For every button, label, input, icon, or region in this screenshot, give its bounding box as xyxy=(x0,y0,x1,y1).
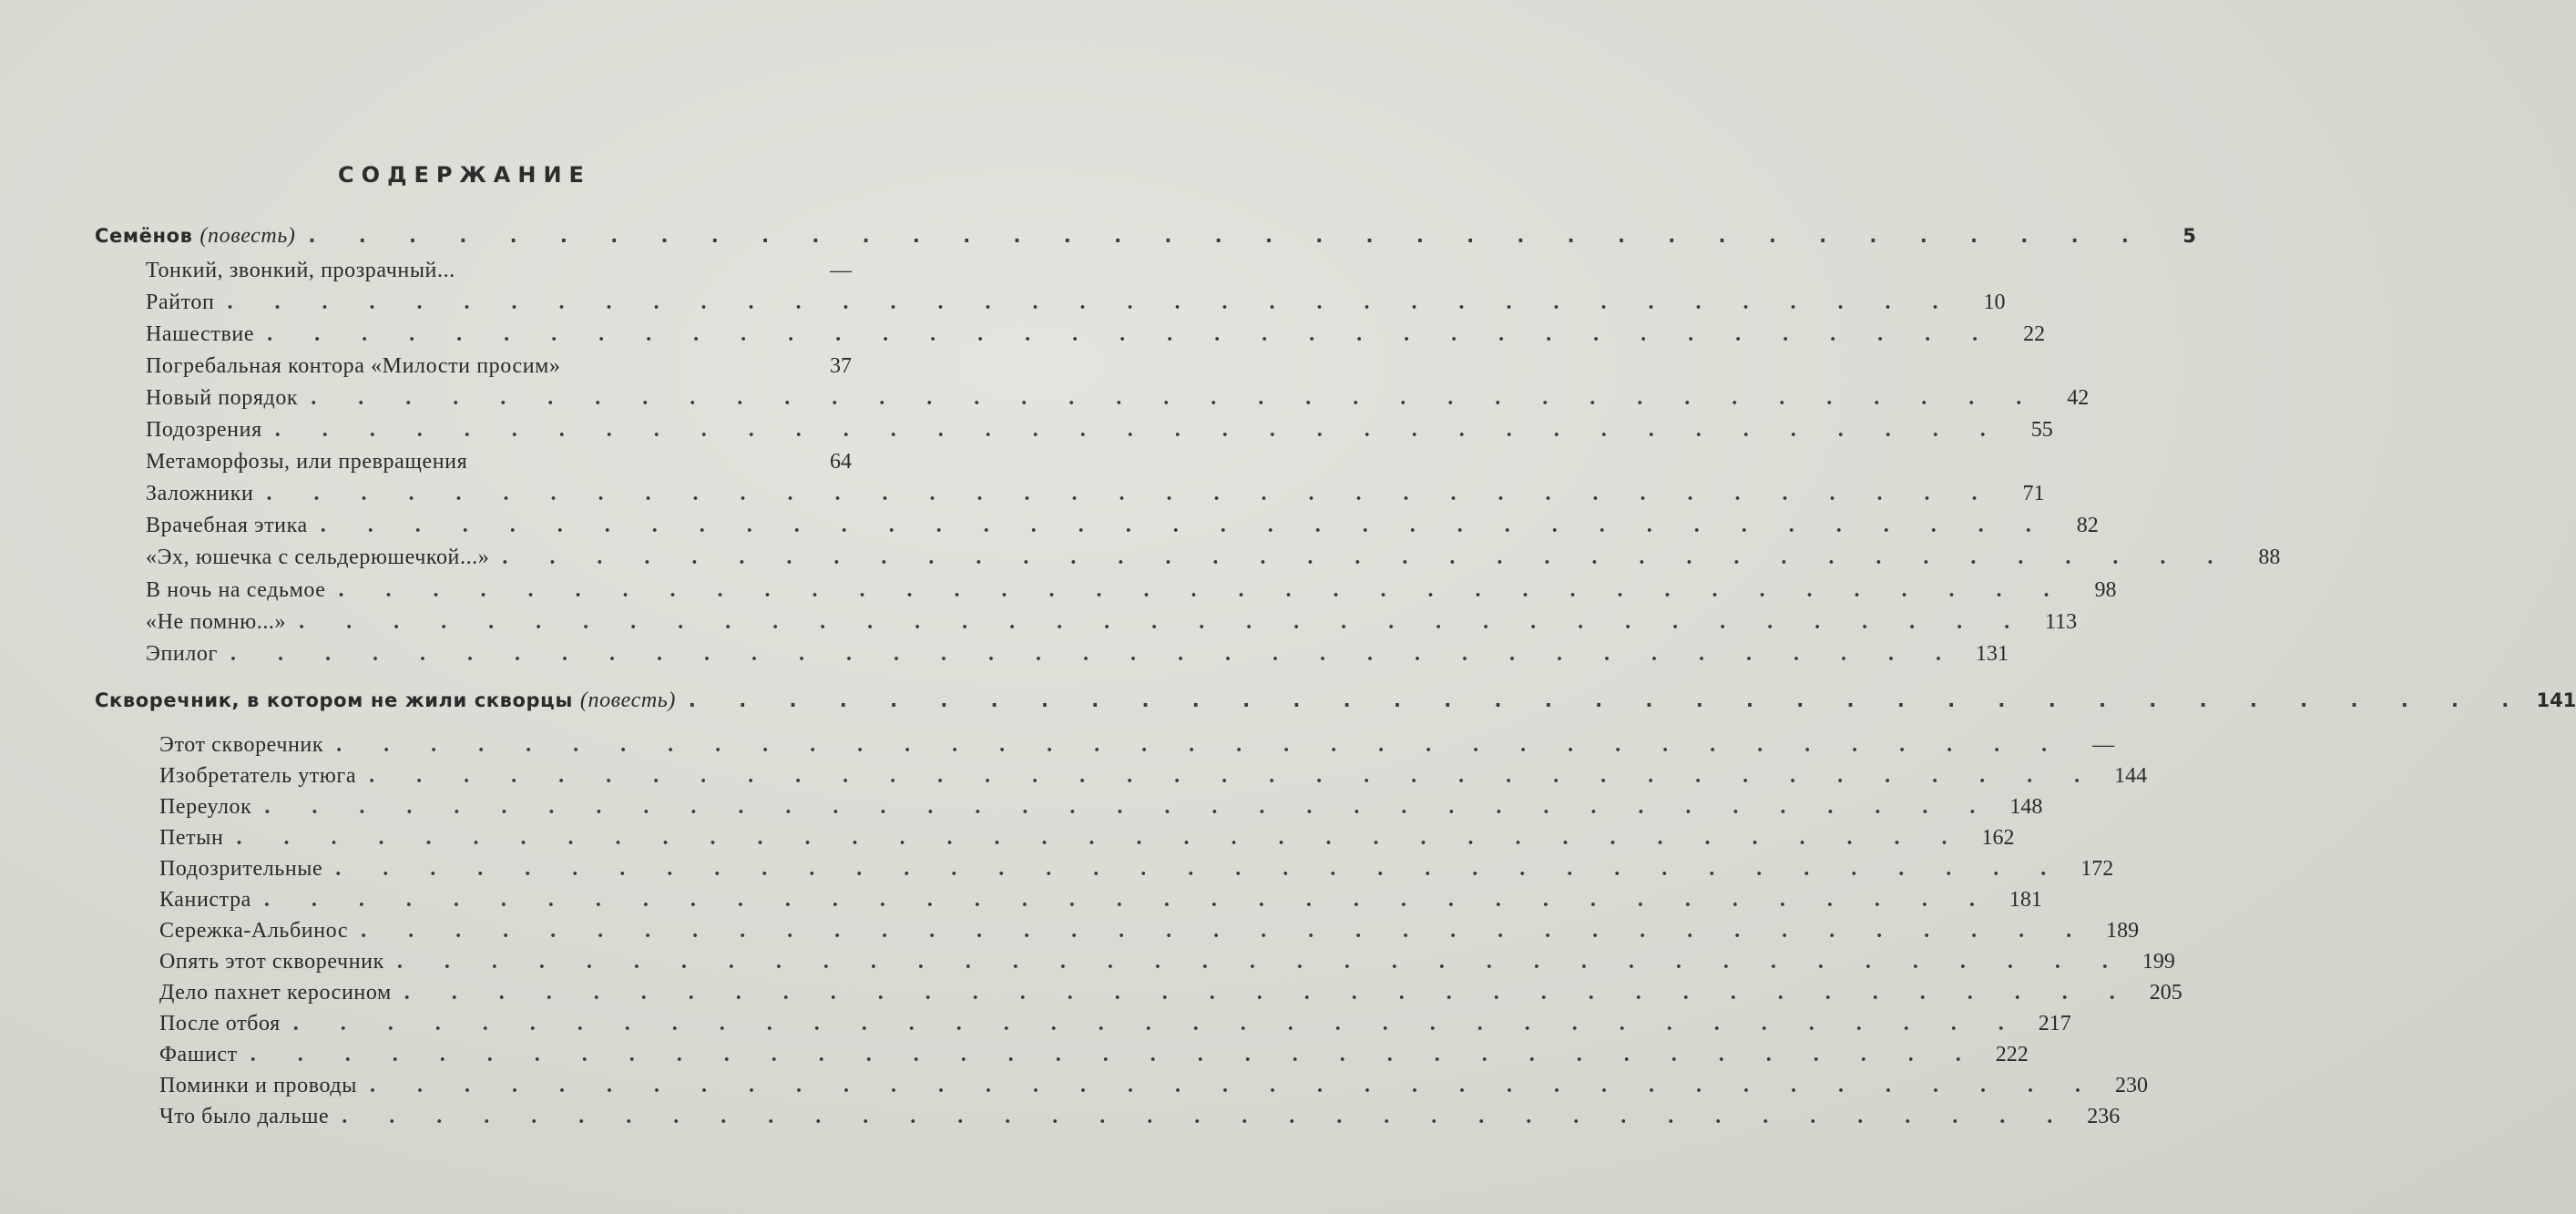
page-number: 236 xyxy=(2087,1105,2121,1128)
page-number: 144 xyxy=(2114,764,2148,788)
chapter-entry: Погребальная контора «Милости просим» 37 xyxy=(146,354,852,378)
page-number: 217 xyxy=(2038,1012,2071,1035)
part-entry-semenov xyxy=(95,224,2196,255)
chapter-entry: Петын . . . . . . . . . . . . . . . . . . . . . . . . . . . . . . . . . . . . . 162 xyxy=(159,826,2015,850)
chapter-entry: Этот скворечник . . . . . . . . . . . . . . . . . . . . . . . . . . . . . . . . . . . . . — xyxy=(159,733,2115,757)
page-number: 141 xyxy=(2536,689,2576,711)
page-number: 222 xyxy=(1995,1043,2029,1066)
page-number: 55 xyxy=(2030,418,2053,442)
page-number: 205 xyxy=(2149,981,2182,1005)
chapter-entry: Эпилог . . . . . . . . . . . . . . . . . . . . . . . . . . . . . . . . . . . . . 131 xyxy=(146,642,2009,666)
page-number: 181 xyxy=(2009,888,2042,912)
page-number: 113 xyxy=(2045,610,2078,634)
chapter-entry: Нашествие . . . . . . . . . . . . . . . . . . . . . . . . . . . . . . . . . . . . . 22 xyxy=(146,322,2046,346)
chapter-entry: Опять этот скворечник . . . . . . . . . . . . . . . . . . . . . . . . . . . . . . . . . . . . . 199 xyxy=(159,950,2175,974)
chapter-entry: После отбоя . . . . . . . . . . . . . . . . . . . . . . . . . . . . . . . . . . . . . 217 xyxy=(159,1012,2071,1035)
dot-leader: . . . . . . . . . . . . . . . . . . . . . . . . . . . . . . . . . . . . . xyxy=(688,689,2528,711)
chapter-entry: Поминки и проводы . . . . . . . . . . . . . . . . . . . . . . . . . . . . . . . . . . . . . 230 xyxy=(159,1074,2148,1097)
page-number: 199 xyxy=(2142,950,2175,974)
chapter-entry: «Эх, юшечка с сельдерюшечкой...» . . . . . . . . . . . . . . . . . . . . . . . . . . . . . . . . . . . . . 88 xyxy=(146,546,2281,569)
chapter-entry: Дело пахнет керосином . . . . . . . . . . . . . . . . . . . . . . . . . . . . . . . . . . . . . 205 xyxy=(159,981,2182,1005)
chapter-entry: Фашист . . . . . . . . . . . . . . . . . . . . . . . . . . . . . . . . . . . . . 222 xyxy=(159,1043,2029,1066)
page-number: 189 xyxy=(2106,919,2140,943)
page-number: 5 xyxy=(2182,225,2196,247)
chapter-entry: Новый порядок . . . . . . . . . . . . . . . . . . . . . . . . . . . . . . . . . . . . . 42 xyxy=(146,386,2090,410)
chapter-entry: «Не помню...» . . . . . . . . . . . . . . . . . . . . . . . . . . . . . . . . . . . . . 113 xyxy=(146,610,2078,634)
contents-heading: СОДЕРЖАНИЕ xyxy=(338,162,591,188)
dot-leader: . . . . . . . . . . . . . . . . . . . . . . . . . . . . . . . . . . . . . xyxy=(308,225,2147,247)
page-number: — xyxy=(2092,733,2115,757)
part-title: Семёнов (повесть) xyxy=(95,224,296,248)
chapter-entry: Врачебная этика . . . . . . . . . . . . . . . . . . . . . . . . . . . . . . . . . . . . . 82 xyxy=(146,514,2099,537)
page-number: 82 xyxy=(2076,514,2099,537)
page-number: 37 xyxy=(830,354,852,378)
chapter-entry: Тонкий, звонкий, прозрачный... — xyxy=(146,259,852,282)
page-number: 88 xyxy=(2258,546,2281,569)
page-number: 64 xyxy=(830,450,852,474)
chapter-entry: Подозрительные . . . . . . . . . . . . . . . . . . . . . . . . . . . . . . . . . . . . . 172 xyxy=(159,857,2114,881)
page-number: — xyxy=(830,259,852,282)
chapter-entry: В ночь на седьмое . . . . . . . . . . . . . . . . . . . . . . . . . . . . . . . . . . . . . 98 xyxy=(146,578,2117,602)
part-title: Скворечник, в котором не жили скворцы (повесть) xyxy=(95,689,676,712)
chapter-entry: Изобретатель утюга . . . . . . . . . . . . . . . . . . . . . . . . . . . . . . . . . . . . . 144 xyxy=(159,764,2148,788)
chapter-entry: Подозрения . . . . . . . . . . . . . . . . . . . . . . . . . . . . . . . . . . . . . 55 xyxy=(146,418,2053,442)
page-number: 172 xyxy=(2080,857,2114,881)
chapter-entry: Райтоп . . . . . . . . . . . . . . . . . . . . . . . . . . . . . . . . . . . . . 10 xyxy=(146,291,2006,314)
page-number: 98 xyxy=(2094,578,2117,602)
page-number: 10 xyxy=(1983,291,2006,314)
chapter-entry: Сережка-Альбинос . . . . . . . . . . . . . . . . . . . . . . . . . . . . . . . . . . . . . 189 xyxy=(159,919,2140,943)
page-number: 230 xyxy=(2114,1074,2148,1097)
part-entry-skvorechnik xyxy=(95,689,2576,719)
page-number: 42 xyxy=(2067,386,2090,410)
chapter-entry: Что было дальше . . . . . . . . . . . . . . . . . . . . . . . . . . . . . . . . . . . . . 236 xyxy=(159,1105,2121,1128)
page-number: 148 xyxy=(2009,795,2043,819)
page-number: 162 xyxy=(1981,826,2015,850)
page-number: 131 xyxy=(1975,642,2009,666)
page-number: 71 xyxy=(2022,482,2045,505)
page-number: 22 xyxy=(2023,322,2046,346)
chapter-entry: Переулок . . . . . . . . . . . . . . . . . . . . . . . . . . . . . . . . . . . . . 148 xyxy=(159,795,2043,819)
chapter-entry: Метаморфозы, или превращения 64 xyxy=(146,450,852,474)
chapter-entry: Канистра . . . . . . . . . . . . . . . . . . . . . . . . . . . . . . . . . . . . . 181 xyxy=(159,888,2042,912)
chapter-entry: Заложники . . . . . . . . . . . . . . . . . . . . . . . . . . . . . . . . . . . . . 71 xyxy=(146,482,2045,505)
